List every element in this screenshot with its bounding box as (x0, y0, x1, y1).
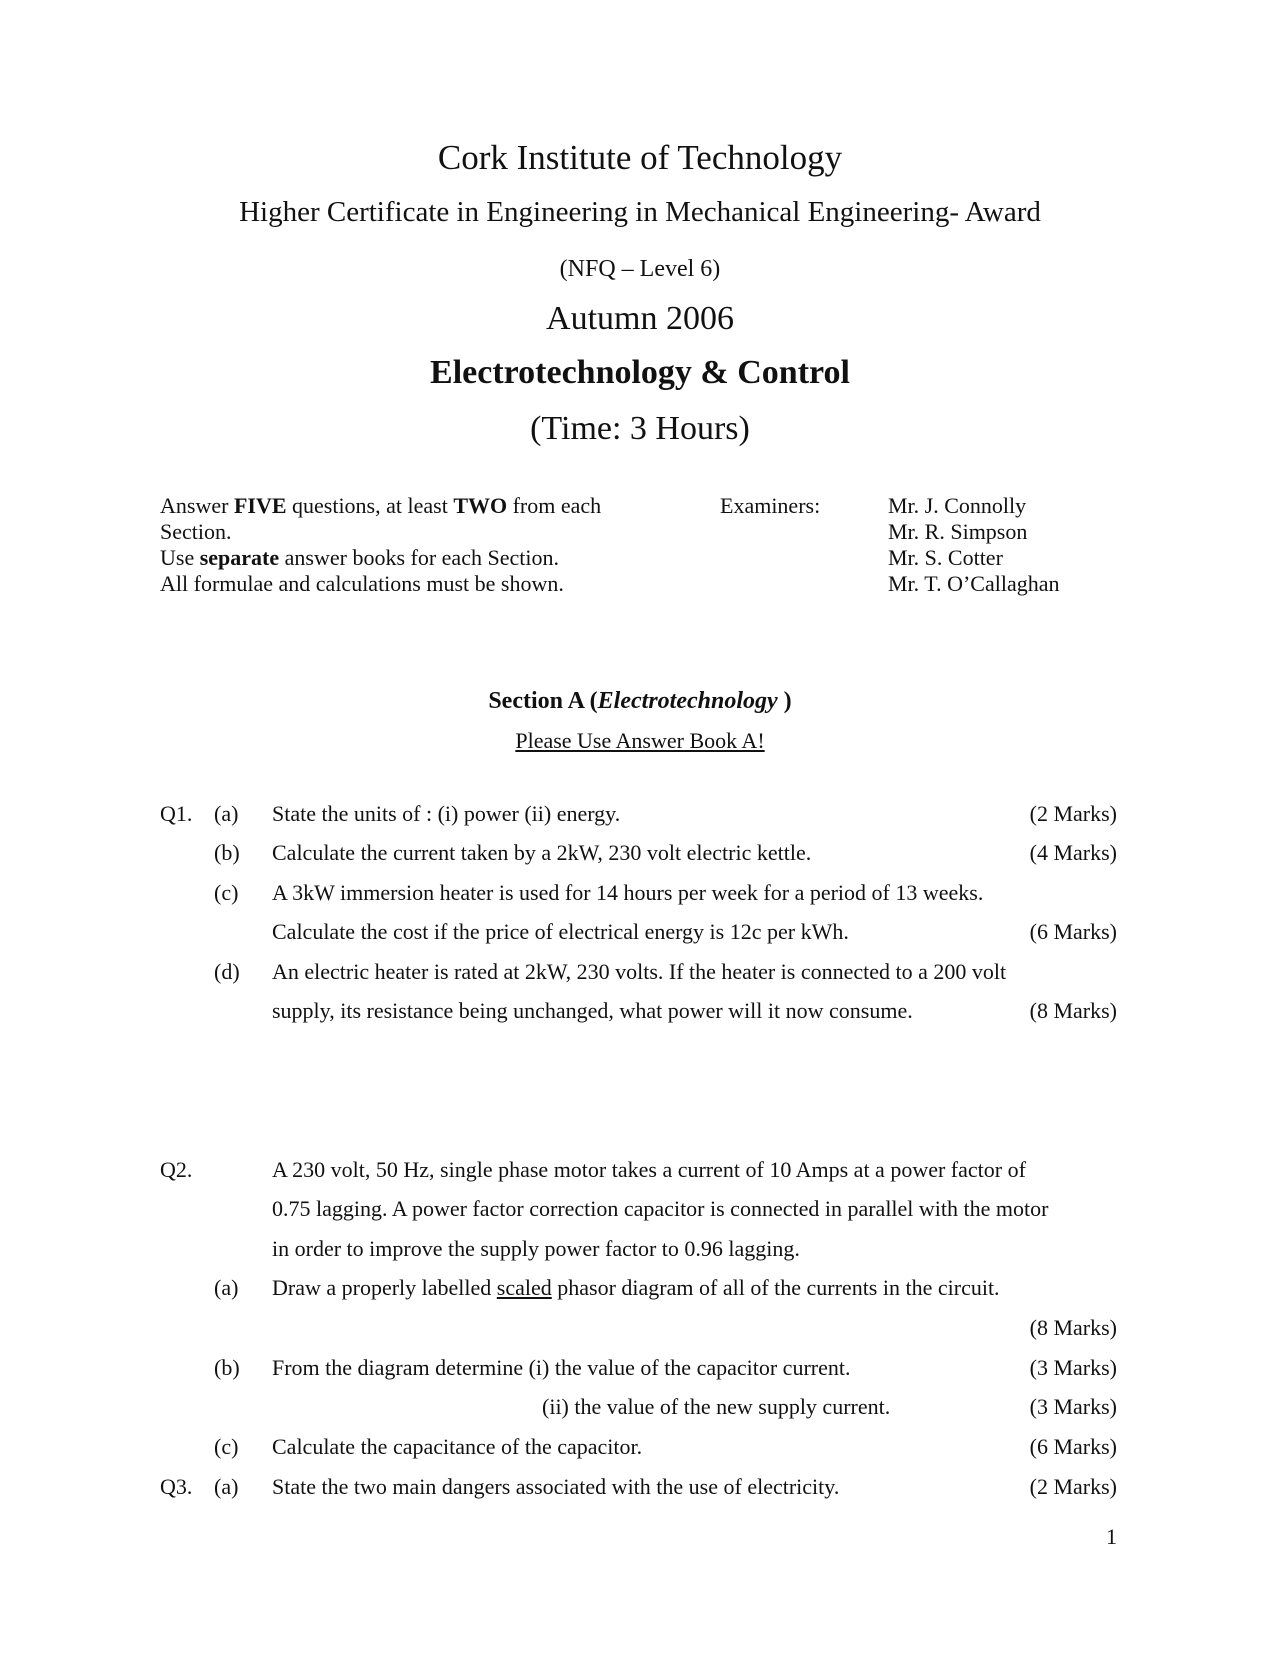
question-number: Q2. (160, 1157, 193, 1182)
part-label: (a) (214, 1275, 239, 1300)
instruction-line-2: Section. (160, 519, 232, 544)
question-number: Q3. (160, 1474, 193, 1499)
question-text: A 230 volt, 50 Hz, single phase motor takes a current of 10 Amps at a power factor of (272, 1157, 1026, 1182)
question-text: Draw a properly labelled scaled phasor diagram of all of the currents in the circuit. (272, 1275, 1000, 1300)
marks: (8 Marks) (1029, 1315, 1117, 1340)
exam-session: Autumn 2006 (546, 300, 734, 337)
section-a-heading: Section A (Electrotechnology ) (488, 688, 792, 714)
question-text: From the diagram determine (i) the value of the capacitor current. (272, 1355, 851, 1380)
instruction-line-1: Answer FIVE questions, at least TWO from each (160, 493, 602, 518)
marks: (2 Marks) (1029, 1474, 1117, 1499)
marks: (8 Marks) (1029, 998, 1117, 1023)
marks: (6 Marks) (1029, 1434, 1117, 1459)
part-label: (c) (214, 880, 239, 905)
part-label: (b) (214, 840, 240, 865)
question-text: State the two main dangers associated with the use of electricity. (272, 1474, 840, 1499)
question-number: Q1. (160, 801, 193, 826)
nfq-level: (NFQ – Level 6) (559, 256, 721, 282)
marks: (6 Marks) (1029, 919, 1117, 944)
instruction-line-3: Use separate answer books for each Section. (160, 545, 559, 570)
part-label: (c) (214, 1434, 239, 1459)
examiner-name: Mr. R. Simpson (888, 519, 1028, 544)
part-label: (b) (214, 1355, 240, 1380)
answer-book-note: Please Use Answer Book A! (515, 728, 765, 753)
question-text: (ii) the value of the new supply current. (542, 1394, 891, 1419)
question-text: 0.75 lagging. A power factor correction capacitor is connected in parallel with the motor (272, 1196, 1049, 1221)
instruction-line-4: All formulae and calculations must be shown. (160, 571, 564, 596)
question-text: supply, its resistance being unchanged, what power will it now consume. (272, 998, 913, 1023)
examiners-label: Examiners: (720, 493, 821, 518)
question-text: Calculate the capacitance of the capacitor. (272, 1434, 643, 1459)
question-text: in order to improve the supply power factor to 0.96 lagging. (272, 1236, 800, 1261)
question-text: A 3kW immersion heater is used for 14 hours per week for a period of 13 weeks. (272, 880, 984, 905)
question-text: State the units of : (i) power (ii) energy. (272, 801, 621, 826)
question-text: Calculate the cost if the price of electrical energy is 12c per kWh. (272, 919, 849, 944)
part-label: (d) (214, 959, 240, 984)
subject-title: Electrotechnology & Control (430, 354, 850, 391)
page-number: 1 (1106, 1524, 1117, 1549)
marks: (4 Marks) (1029, 840, 1117, 865)
part-label: (a) (214, 801, 239, 826)
part-label: (a) (214, 1474, 239, 1499)
question-text: An electric heater is rated at 2kW, 230 volts. If the heater is connected to a 200 volt (272, 959, 1007, 984)
question-text: Calculate the current taken by a 2kW, 230 volt electric kettle. (272, 840, 812, 865)
marks: (2 Marks) (1029, 801, 1117, 826)
institution-title: Cork Institute of Technology (437, 138, 843, 177)
exam-duration: (Time: 3 Hours) (530, 410, 750, 447)
marks: (3 Marks) (1029, 1355, 1117, 1380)
examiner-name: Mr. J. Connolly (888, 493, 1027, 518)
marks: (3 Marks) (1029, 1394, 1117, 1419)
examiner-name: Mr. S. Cotter (888, 545, 1003, 570)
examiner-name: Mr. T. O’Callaghan (888, 571, 1060, 596)
programme-title: Higher Certificate in Engineering in Mechanical Engineering- Award (239, 196, 1041, 228)
